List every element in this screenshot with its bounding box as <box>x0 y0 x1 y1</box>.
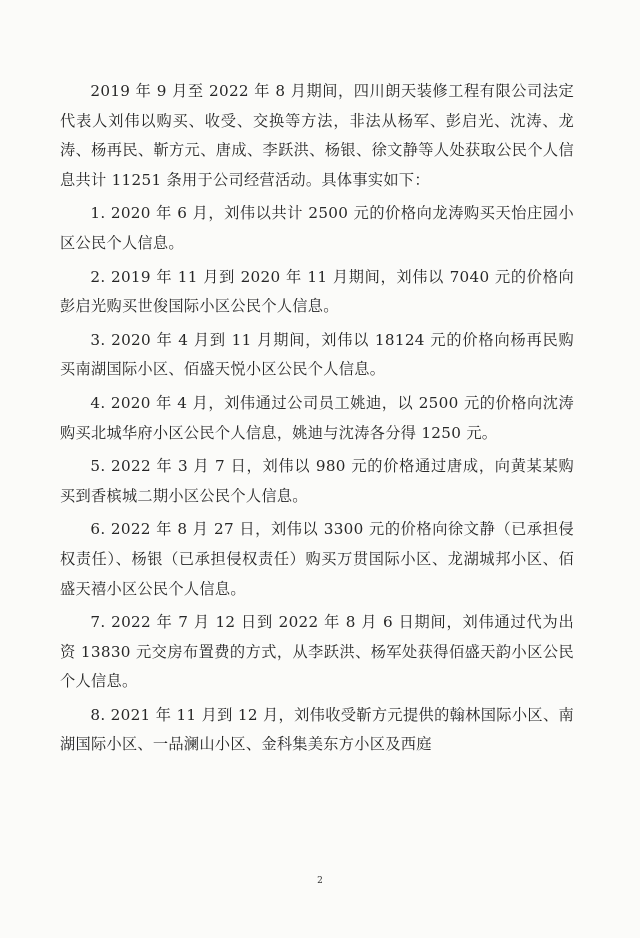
page-number: 2 <box>317 876 323 886</box>
paragraph-item-4: 4. 2020 年 4 月，刘伟通过公司员工姚迪，以 2500 元的价格向沈涛购买北城华府小区公民个人信息，姚迪与沈涛各分得 1250 元。 <box>60 393 574 442</box>
document-body <box>60 77 574 764</box>
paragraph-item-5: 5. 2022 年 3 月 7 日，刘伟以 980 元的价格通过唐成，向黄某某购买到香槟城二期小区公民个人信息。 <box>60 457 574 505</box>
paragraph-item-2: 2. 2019 年 11 月到 2020 年 11 月期间，刘伟以 7040 元的价格向彭启光购买世俊国际小区公民个人信息。 <box>60 267 574 316</box>
paragraph-item-8: 8. 2021 年 11 月到 12 月，刘伟收受靳方元提供的翰林国际小区、南湖国际小区、一品澜山小区、金科集美东方小区及西庭 <box>60 705 574 754</box>
paragraph-intro: 2019 年 9 月至 2022 年 8 月期间，四川朗天装修工程有限公司法定代表人刘伟以购买、收受、交换等方法，非法从杨军、彭启光、沈涛、龙涛、杨再民、靳方元、唐成、李跃洪、杨银、徐文静等人处获取公民个人信息共计 11251 条用于公司经营活动。具体事实如下： <box>60 82 574 189</box>
paragraph-item-1: 1. 2020 年 6 月，刘伟以共计 2500 元的价格向龙涛购买天怡庄园小区公民个人信息。 <box>60 204 574 252</box>
paragraph-item-3: 3. 2020 年 4 月到 11 月期间，刘伟以 18124 元的价格向杨再民购买南湖国际小区、佰盛天悦小区公民个人信息。 <box>60 330 574 379</box>
paragraph-item-7: 7. 2022 年 7 月 12 日到 2022 年 8 月 6 日期间，刘伟通过代为出资 13830 元交房布置费的方式，从李跃洪、杨军处获得佰盛天韵小区公民个人信息。 <box>60 613 574 691</box>
paragraph-item-6: 6. 2022 年 8 月 27 日，刘伟以 3300 元的价格向徐文静（已承担侵权责任）、杨银（已承担侵权责任）购买万贯国际小区、龙湖城邦小区、佰盛天禧小区公民个人信息。 <box>60 520 574 598</box>
